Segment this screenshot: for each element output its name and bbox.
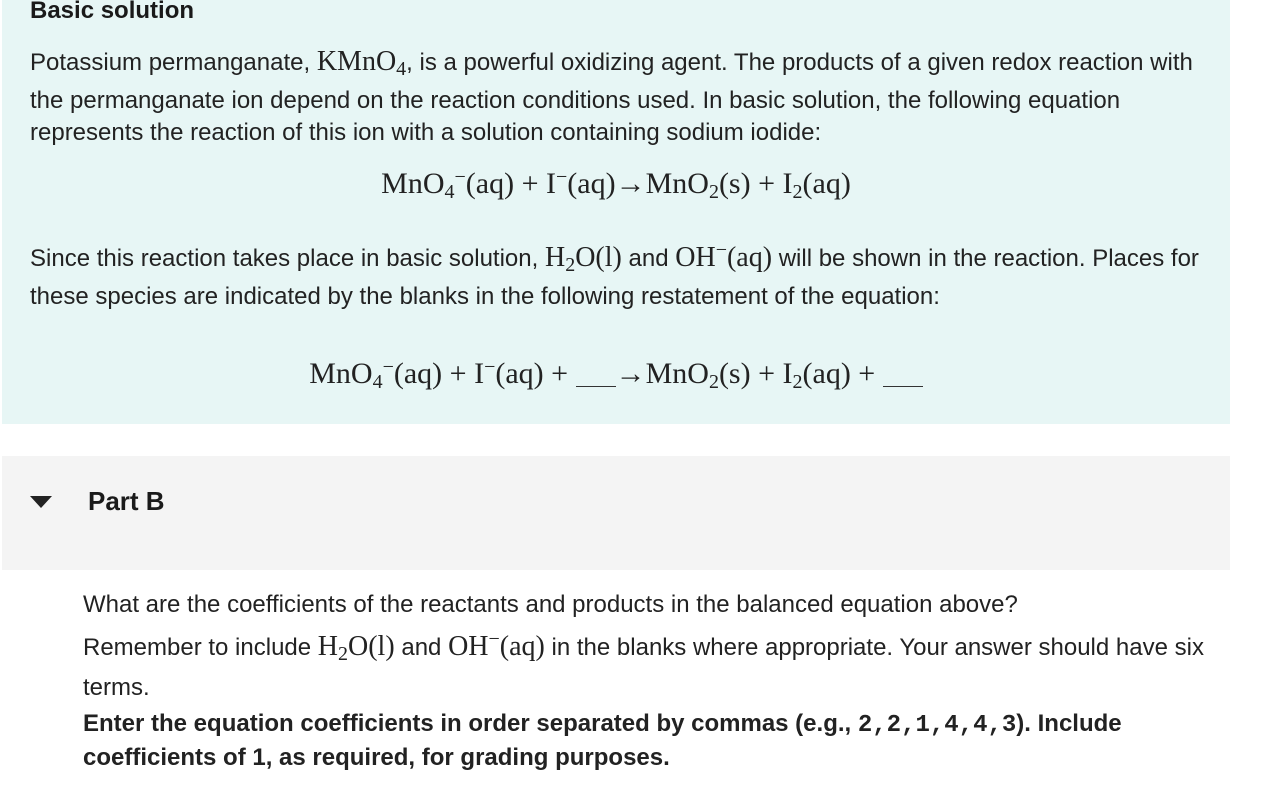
- reactant-blank: [576, 364, 616, 387]
- eq1-part: (aq): [802, 167, 851, 200]
- eq2-mno4: MnO: [309, 357, 373, 390]
- formula-kmno4: [316, 46, 407, 80]
- collapse-toggle-icon[interactable]: [30, 496, 52, 508]
- formula-oh-main: OH: [448, 631, 489, 662]
- formula-oh: [675, 239, 773, 273]
- question-text: Remember to include: [83, 634, 318, 661]
- intro-paragraph: [30, 46, 1210, 149]
- formula-kmno4-sub: 4: [396, 58, 407, 80]
- formula-h2o: [317, 631, 395, 665]
- eq2-charge: −: [382, 356, 394, 378]
- formula-oh-main: OH: [675, 242, 716, 273]
- question-line-1: What are the coefficients of the reactants and products in the balanced equation above?: [83, 591, 1018, 618]
- instructions: [83, 708, 1253, 774]
- p2-and: and: [621, 245, 676, 272]
- eq2-part: (aq) +: [802, 357, 883, 390]
- eq1-mno4: MnO: [381, 167, 445, 200]
- question-line-2: [83, 622, 1253, 705]
- eq1-part: (aq) + I: [465, 167, 557, 200]
- section-heading: Basic solution: [30, 0, 195, 24]
- eq2-sub: 2: [792, 371, 803, 393]
- formula-oh-charge: −: [488, 628, 500, 650]
- basic-solution-paragraph: [30, 234, 1210, 313]
- formula-kmno4-main: KMnO: [316, 46, 397, 77]
- eq1-charge: −: [556, 166, 568, 188]
- eq2-sub: 4: [372, 371, 383, 393]
- part-title[interactable]: Part B: [88, 486, 165, 516]
- formula-oh: [448, 628, 545, 662]
- example-coefficients: 2,2,1,4,4,3: [857, 712, 1017, 739]
- product-blank: [883, 364, 923, 387]
- formula-h2o-h: H: [317, 631, 339, 662]
- eq2-part: (s) + I: [718, 357, 793, 390]
- eq2-charge: −: [484, 356, 496, 378]
- p2-text: Since this reaction takes place in basic solution,: [30, 245, 545, 272]
- equation-1: [2, 166, 1230, 204]
- formula-h2o-o: O(l): [575, 242, 622, 273]
- eq2-part: →MnO: [615, 357, 709, 390]
- question-paragraph: [83, 588, 1253, 705]
- eq1-sub: 2: [792, 181, 803, 203]
- eq2-part: (aq) + I: [393, 357, 485, 390]
- eq1-part: (aq)→MnO: [567, 167, 709, 200]
- eq1-charge: −: [454, 166, 466, 188]
- formula-oh-aq: (aq): [726, 242, 773, 273]
- formula-h2o-sub: 2: [565, 254, 576, 276]
- instructions-text-end: ). Include coefficients of 1, as required, for grading purposes.: [83, 710, 1122, 771]
- formula-oh-charge: −: [715, 239, 727, 261]
- instructions-text: Enter the equation coefficients in order separated by commas (e.g.,: [83, 710, 858, 737]
- eq1-part: (s) + I: [718, 167, 793, 200]
- question-and: and: [394, 634, 449, 661]
- eq2-part: (aq) +: [495, 357, 576, 390]
- intro-text-start: Potassium permanganate,: [30, 49, 317, 76]
- question-text-end: in the blanks where appropriate. Your answer should have six terms.: [83, 634, 1204, 701]
- intro-panel: [2, 0, 1230, 424]
- formula-h2o-h: H: [544, 242, 566, 273]
- formula-h2o-sub: 2: [338, 643, 349, 665]
- formula-h2o-o: O(l): [348, 631, 395, 662]
- part-b-header[interactable]: [2, 456, 1230, 570]
- equation-2: [2, 356, 1230, 394]
- eq1-sub: 4: [444, 181, 455, 203]
- eq1-sub: 2: [708, 181, 719, 203]
- intro-text-end: , is a powerful oxidizing agent. The products of a given redox reaction with the permanganate ion depend on the reaction conditions used. In basic solution, the following equation represents the reaction of this ion with a solution containing sodium iodide:: [30, 49, 1193, 146]
- formula-h2o: [544, 242, 622, 276]
- p2-text-end: will be shown in the reaction. Places for these species are indicated by the blanks in the following restatement of the equation:: [30, 245, 1199, 310]
- eq2-sub: 2: [708, 371, 719, 393]
- formula-oh-aq: (aq): [499, 631, 545, 662]
